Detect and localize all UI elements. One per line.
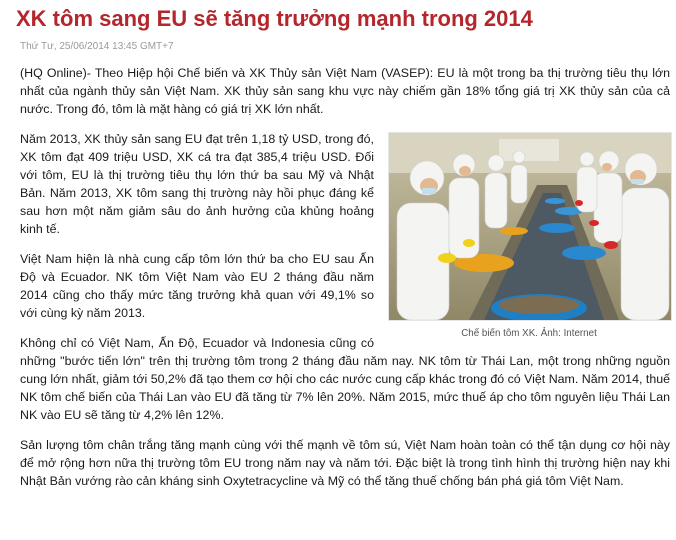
image-caption: Chế biến tôm XK. Ảnh: Internet <box>461 328 597 339</box>
article-date: Thứ Tư, 25/06/2014 13:45 GMT+7 <box>20 41 174 52</box>
article-title: XK tôm sang EU sẽ tăng trưởng mạnh trong 2014 <box>16 6 533 31</box>
paragraph-2013-exports: Năm 2013, XK thủy sản sang EU đạt trên 1,18 tỷ USD, trong đó, XK tôm đạt 409 triệu USD, XK cá tra đạt 385,4 triệu USD. Đối với tôm, EU là thị trường tiêu thụ lớn thứ ba sau Mỹ và Nhật Bản. Năm 2013, XK tôm sang thị trường này hồi phục đáng kể sau hơn một năm giảm sâu do ảnh hưởng của khủng hoảng kinh tế. <box>20 132 374 236</box>
article-figure <box>388 132 670 340</box>
paragraph-intro: (HQ Online)- Theo Hiệp hội Chế biến và XK Thủy sản Việt Nam (VASEP): EU là một trong ba thị trường tiêu thụ lớn nhất của ngành thủy sản Việt Nam. XK thủy sản sang khu vực này chiếm gần 18% tổng giá trị XK thủy sản của cả nước. Trong đó, tôm là mặt hàng có giá trị XK lớn nhất. <box>20 66 670 116</box>
paragraph-competitors: Không chỉ có Việt Nam, Ấn Độ, Ecuador và Indonesia cũng có những "bước tiến lớn" trên thị trường tôm trong 2 tháng đầu năm nay. NK tôm từ Thái Lan, một trong những nguồn cung lớn nhất, giảm tới 50,2% đã tạo them cơ hội cho các nước cung cấp khác trong đó có Việt Nam. Năm 2014, thuế NK tôm chế biến của Thái Lan vào EU đã tăng từ 7% lên 20%. Năm 2015, mức thuế áp cho tôm nguyên liệu Thái Lan NK vào EU sẽ tăng từ 4,2% lên 12%. <box>20 336 670 422</box>
article-body <box>20 64 670 502</box>
paragraph-vietnam-supplier: Việt Nam hiện là nhà cung cấp tôm lớn thứ ba cho EU sau Ấn Độ và Ecuador. NK tôm Việt Nam vào EU 2 tháng đầu năm 2014 cũng cho thấy mức tăng trưởng khả quan với 49,1% so với cùng kỳ năm 2013. <box>20 252 374 320</box>
paragraph-outlook: Sản lượng tôm chân trắng tăng mạnh cùng với thế mạnh về tôm sú, Việt Nam hoàn toàn có thể tận dụng cơ hội này để mở rộng hơn nữa thị trường tôm EU trong năm nay và năm tới. Đặc biệt là trong tình hình thị trường hiện nay khi Nhật Bản vướng rào cản kháng sinh Oxytetracycline và Mỹ có thể tăng thuế chống bán phá giá tôm Việt Nam. <box>20 438 670 488</box>
shrimp-processing-photo <box>388 132 672 321</box>
